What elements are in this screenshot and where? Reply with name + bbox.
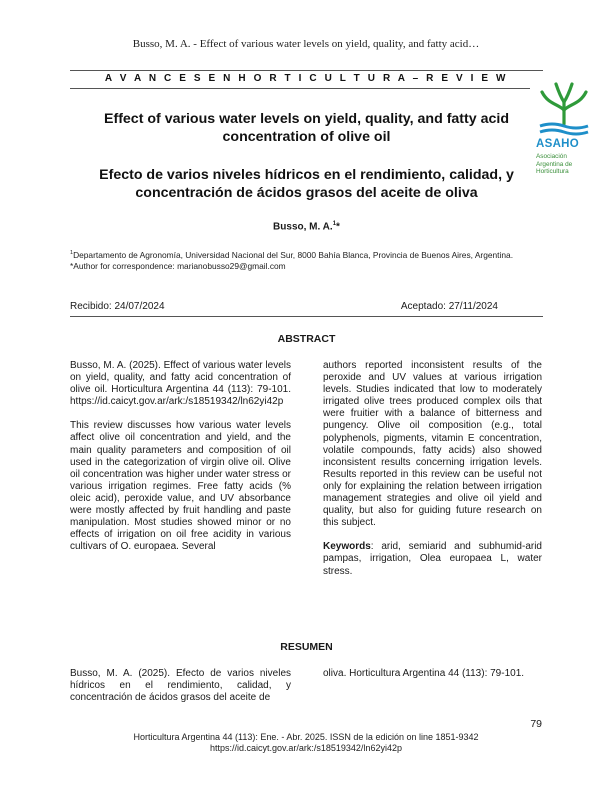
received-date: Recibido: 24/07/2024 (70, 301, 165, 312)
keywords-text: : arid, semiarid and subhumid-arid pampas, irrigation, Olea europaea L, water stress. (323, 541, 542, 577)
section-label: A V A N C E S E N H O R T I C U L T U R A – R E V I E W (104, 73, 509, 84)
affiliation (70, 248, 540, 273)
author-correspondence-mark: * (336, 221, 340, 233)
logo-subtitle (536, 153, 596, 176)
abstract-left-column (70, 360, 291, 565)
logo-subtitle-line: Asociación (536, 153, 567, 160)
section-divider (70, 88, 530, 89)
footer-link[interactable]: https://id.caicyt.gov.ar/ark:/s18519342/ln62yi42p (210, 743, 402, 753)
resumen-citation-left: Busso, M. A. (2025). Efecto de varios niveles hídricos en el rendimiento, calidad, y concentración de ácidos grasos del aceite de (70, 668, 291, 704)
keywords-paragraph (323, 541, 542, 577)
resumen-heading: RESUMEN (280, 641, 333, 653)
running-head: Busso, M. A. - Effect of various water levels on yield, quality, and fatty acid… (132, 38, 480, 50)
affiliation-mark: 1 (70, 250, 74, 256)
footer-journal: Horticultura Argentina 44 (113): Ene. - Abr. 2025. ISSN de la edición on line 1851-9342 (133, 732, 479, 742)
resumen-citation-right: oliva. Horticultura Argentina 44 (113): 79-101. (323, 668, 525, 679)
abstract-right-column (323, 360, 542, 590)
logo-subtitle-line: Argentina de (536, 160, 573, 168)
top-divider (70, 70, 543, 71)
keywords-label: Keywords (323, 541, 371, 553)
page-number: 79 (530, 718, 542, 730)
affiliation-text: Departamento de Agronomía, Universidad Nacional del Sur, 8000 Bahía Blanca, Provincia de Buenos Aires, Argentina. (73, 249, 514, 260)
author-name: Busso, M. A. (273, 221, 333, 233)
abstract-citation: Busso, M. A. (2025). Effect of various water levels on yield, quality, and fatty acid concentration of olive oil. Horticultura Argentina 44 (113): 79-101. https://id.caicyt.gov.ar/ark:/s18519342/ln62yi42p (70, 360, 291, 408)
dates-row (70, 301, 498, 312)
resumen-right-column (323, 668, 542, 692)
abstract-body-left: This review discusses how various water levels affect olive oil concentration and yield, and the main quality parameters and composition of oil used in the categorization of virgin olive oil. Olive oil concentration was higher under water stress or various irrigation regimes. Free fatty acids (% oleic acid), peroxide value, and UV absorbance were mostly affected by fruit handling and paste manipulation. Most studies showed minor or no effects of irrigation on oil free acidity in various cultivars of O. europaea. Several (70, 420, 291, 553)
author-affiliation-mark: 1 (332, 221, 337, 227)
logo-name: ASAHO (536, 138, 580, 150)
dates-divider (70, 316, 543, 317)
author-line (70, 221, 543, 232)
accepted-date: Aceptado: 27/11/2024 (400, 301, 498, 312)
title-spanish: Efecto de varios niveles hídricos en el rendimiento, calidad, y concentración de ácidos grasos del aceite de oliva (99, 167, 514, 201)
footer (0, 732, 612, 754)
abstract-body-right: authors reported inconsistent results of the peroxide and UV values at various irrigation levels. Studies indicated that low to moderately irrigated olive trees produced complex oils that were fruitier with a balance of bitterness and pungency. Olive oil composition (e.g., total polyphenols, pigments, vitamin E concentration, volatile compounds, fatty acids) also showed inconsistent results concerning irrigation levels. Results reported in this review can be useful not only for explaining the relation between irrigation management strategies and olive oil yield and quality, but also for guiding future research on this subject. (323, 360, 542, 529)
correspondence-email: *Author for correspondence: marianobusso29@gmail.com (70, 261, 286, 272)
title-english: Effect of various water levels on yield, quality, and fatty acid concentration of olive oil (104, 111, 509, 145)
resumen-left-column (70, 668, 291, 716)
abstract-heading: ABSTRACT (277, 333, 336, 345)
logo-subtitle-line: Horticultura (536, 168, 569, 176)
